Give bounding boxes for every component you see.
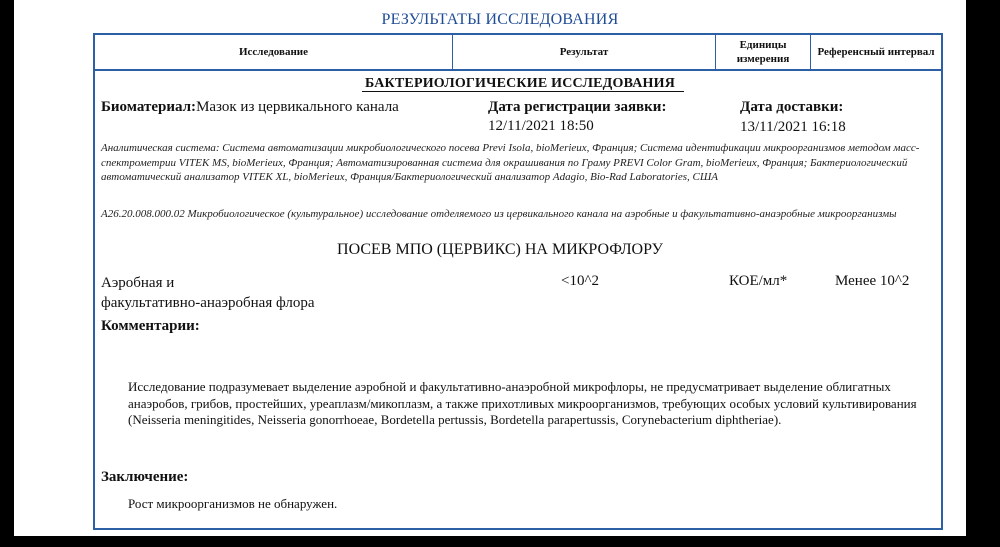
result-row-name-line1: Аэробная и xyxy=(101,275,175,291)
result-units: КОЕ/мл* xyxy=(729,273,788,289)
header-study: Исследование xyxy=(238,46,309,58)
header-reference: Референсный интервал xyxy=(817,46,935,58)
comments-text: Исследование подразумевает выделение аэробной и факультативно-анаэробной микрофлоры, не предусматривает выделение облигатных анаэробов, грибов, простейших, уреаплазм/микоплазм, а также прихотливых микроорганизмов, требующих особых условий культивирования (Neisseria meningitides, Neisseria gonorrhoeae, Bordetella pertussis, Bordetella parapertussis, Corynebacterium diphtheriae). xyxy=(128,379,917,427)
conclusion-text: Рост микроорганизмов не обнаружен. xyxy=(128,496,338,511)
delivery-date-value: 13/11/2021 16:18 xyxy=(740,119,846,135)
analytic-system-text: Аналитическая система: Система автоматизации микробиологического посева Previ Isola, bioMerieux, Франция; Система идентификации микроорганизмов методом масс-спектрометрии VITEK MS, bioMerieux, Франция; Автоматизированная система для окрашивания по Граму PREVI Color Gram, bioMerieux, Франция; Бактериологический автоматический анализатор VITEK XL, bioMerieux, Франция/Бактериологический анализатор Adagio, Bio-Rad Laboratories, США xyxy=(101,142,920,183)
delivery-date-label: Дата доставки: xyxy=(740,99,844,115)
document-title: РЕЗУЛЬТАТЫ ИССЛЕДОВАНИЯ xyxy=(381,11,619,28)
biomaterial-value: Мазок из цервикального канала xyxy=(196,99,399,115)
conclusion-label: Заключение: xyxy=(101,469,189,485)
table-header-row xyxy=(95,35,941,71)
comments-label: Комментарии: xyxy=(101,318,200,334)
section-title-underline xyxy=(362,91,684,92)
left-dark-edge xyxy=(0,0,14,547)
section-title: БАКТЕРИОЛОГИЧЕСКИЕ ИССЛЕДОВАНИЯ xyxy=(364,76,676,91)
registration-date-value: 12/11/2021 18:50 xyxy=(488,118,594,134)
result-value: <10^2 xyxy=(561,273,599,289)
biomaterial-label: Биоматериал: xyxy=(101,99,197,115)
result-row-name-line2: факультативно-анаэробная флора xyxy=(101,295,315,311)
header-units: Единицы измерения xyxy=(736,39,790,65)
culture-title: ПОСЕВ МПО (ЦЕРВИКС) НА МИКРОФЛОРУ xyxy=(337,241,663,258)
right-dark-edge xyxy=(966,0,1000,547)
method-text: A26.20.008.000.02 Микробиологическое (культуральное) исследование отделяемого из цервикального канала на аэробные и факультативно-анаэробные микроорганизмы xyxy=(101,208,897,220)
biomaterial xyxy=(101,99,399,116)
header-result: Результат xyxy=(559,46,609,58)
registration-date-label: Дата регистрации заявки: xyxy=(488,99,667,115)
bottom-dark-edge xyxy=(0,536,1000,547)
result-row-name xyxy=(101,273,314,313)
result-reference: Менее 10^2 xyxy=(835,273,910,289)
